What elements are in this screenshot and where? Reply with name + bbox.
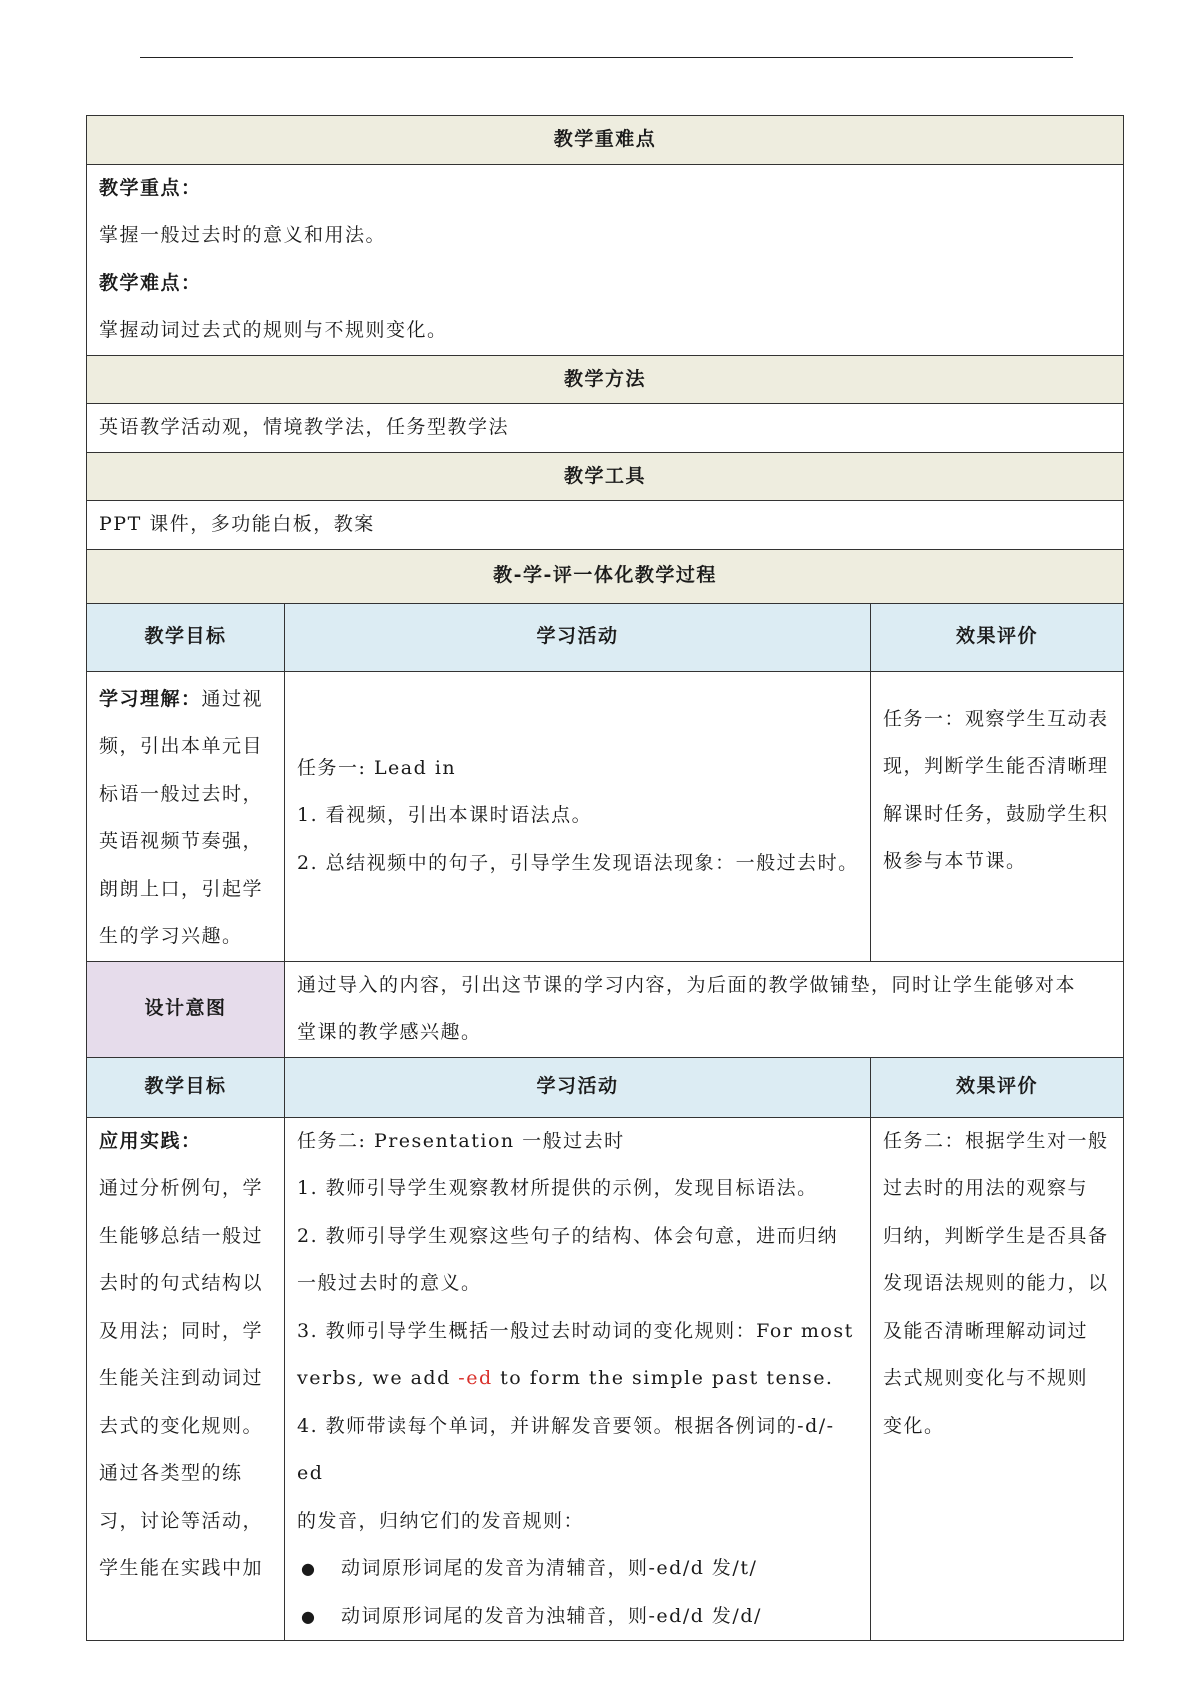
row1-goal-cell xyxy=(87,671,285,961)
design-intent-line: 通过导入的内容，引出这节课的学习内容，为后面的教学做铺垫，同时让学生能够对本 xyxy=(297,973,1077,996)
row2-item-3b-highlight: -ed xyxy=(458,1367,493,1389)
row2-item-2a: 2. 教师引导学生观察这些句子的结构、体会句意，进而归纳 xyxy=(297,1224,839,1247)
row2-eval-line: 归纳，判断学生是否具备 xyxy=(883,1224,1109,1247)
column-header-goal-2: 教学目标 xyxy=(87,1057,285,1117)
row2-goal-label: 应用实践： xyxy=(99,1129,202,1152)
row1-eval-line: 极参与本节课。 xyxy=(883,850,1027,872)
row1-goal-label: 学习理解： xyxy=(99,687,202,710)
design-intent-text xyxy=(285,961,1124,1057)
row2-item-3b-post: to form the simple past tense. xyxy=(492,1367,834,1389)
key-point-text: 掌握一般过去时的意义和用法。 xyxy=(99,224,387,246)
row1-task-title: 任务一: Lead in xyxy=(297,756,457,779)
row2-eval-line: 变化。 xyxy=(883,1414,945,1437)
row2-item-2b: 一般过去时的意义。 xyxy=(297,1272,482,1294)
row2-eval-line: 任务二：根据学生对一般 xyxy=(883,1129,1109,1152)
row2-item-3b-pre: verbs, we add xyxy=(297,1367,459,1389)
difficult-point-label: 教学难点： xyxy=(99,271,202,294)
column-header-activity-2: 学习活动 xyxy=(285,1057,871,1117)
row2-goal-line: 习，讨论等活动， xyxy=(99,1509,264,1532)
row2-eval-line: 及能否清晰理解动词过 xyxy=(883,1319,1089,1342)
key-point-label: 教学重点： xyxy=(99,176,202,199)
section-tools-text: PPT 课件，多功能白板，教案 xyxy=(87,501,1124,550)
section-method-text: 英语教学活动观，情境教学法，任务型教学法 xyxy=(87,404,1124,453)
section-process-title: 教-学-评一体化教学过程 xyxy=(87,549,1124,603)
row1-activity-line: 2. 总结视频中的句子，引导学生发现语法现象：一般过去时。 xyxy=(297,851,859,874)
row2-bullet-2 xyxy=(297,1593,858,1641)
difficult-point-text: 掌握动词过去式的规则与不规则变化。 xyxy=(99,319,448,341)
lesson-plan-table xyxy=(86,115,1124,1641)
row2-item-3b xyxy=(297,1355,858,1403)
row1-goal-line: 通过视 xyxy=(201,687,264,710)
row1-goal-line: 标语一般过去时， xyxy=(99,782,264,805)
row1-goal-line: 频，引出本单元目 xyxy=(99,735,264,757)
section-tools-title: 教学工具 xyxy=(87,452,1124,501)
row2-eval-line: 去式规则变化与不规则 xyxy=(883,1367,1089,1389)
row1-goal-line: 朗朗上口，引起学 xyxy=(99,877,264,900)
row2-activity-cell xyxy=(285,1117,871,1641)
row2-eval-line: 发现语法规则的能力，以 xyxy=(883,1272,1109,1294)
design-intent-line: 堂课的教学感兴趣。 xyxy=(297,1021,482,1043)
row2-item-4a: 4. 教师带读每个单词，并讲解发音要领。根据各例词的-d/-ed xyxy=(297,1414,835,1484)
row2-bullet-1 xyxy=(297,1545,858,1593)
section-focus-body xyxy=(87,164,1124,355)
row2-item-3a: 3. 教师引导学生概括一般过去时动词的变化规则：For most xyxy=(297,1319,854,1342)
row1-goal-line: 生的学习兴趣。 xyxy=(99,925,243,947)
row2-goal-line: 生能够总结一般过 xyxy=(99,1224,264,1247)
row1-goal-line: 英语视频节奏强， xyxy=(99,830,264,852)
column-header-activity: 学习活动 xyxy=(285,603,871,671)
row2-goal-cell xyxy=(87,1117,285,1641)
bullet-dot-icon: ● xyxy=(301,1606,317,1626)
section-method-title: 教学方法 xyxy=(87,355,1124,404)
row2-goal-line: 生能关注到动词过 xyxy=(99,1367,264,1389)
row2-goal-line: 去时的句式结构以 xyxy=(99,1272,264,1294)
row1-eval-line: 任务一：观察学生互动表 xyxy=(883,707,1109,730)
row2-item-4b: 的发音，归纳它们的发音规则： xyxy=(297,1509,585,1532)
row2-item-1: 1. 教师引导学生观察教材所提供的示例，发现目标语法。 xyxy=(297,1177,818,1199)
row1-eval-line: 解课时任务，鼓励学生积 xyxy=(883,802,1109,825)
row2-goal-line: 通过分析例句，学 xyxy=(99,1177,264,1199)
row2-goal-line: 去式的变化规则。 xyxy=(99,1414,264,1437)
header-rule xyxy=(140,57,1073,58)
row2-goal-line: 及用法；同时，学 xyxy=(99,1319,264,1342)
row2-eval-cell xyxy=(871,1117,1124,1641)
row2-goal-line: 通过各类型的练 xyxy=(99,1462,243,1484)
row2-bullet-1-text: 动词原形词尾的发音为清辅音，则-ed/d 发/t/ xyxy=(341,1557,758,1579)
bullet-dot-icon: ● xyxy=(301,1559,317,1578)
row2-goal-line: 学生能在实践中加 xyxy=(99,1557,264,1579)
row1-eval-line: 现，判断学生能否清晰理 xyxy=(883,755,1109,777)
column-header-goal: 教学目标 xyxy=(87,603,285,671)
row1-activity-line: 1. 看视频，引出本课时语法点。 xyxy=(297,804,593,827)
column-header-eval-2: 效果评价 xyxy=(871,1057,1124,1117)
section-focus-title: 教学重难点 xyxy=(87,116,1124,165)
row1-eval-cell xyxy=(871,671,1124,961)
row2-bullet-2-text: 动词原形词尾的发音为浊辅音，则-ed/d 发/d/ xyxy=(341,1604,762,1627)
column-header-eval: 效果评价 xyxy=(871,603,1124,671)
row1-activity-cell xyxy=(285,671,871,961)
row2-task-title: 任务二: Presentation 一般过去时 xyxy=(297,1129,625,1152)
design-intent-label: 设计意图 xyxy=(87,961,285,1057)
row2-eval-line: 过去时的用法的观察与 xyxy=(883,1177,1089,1199)
